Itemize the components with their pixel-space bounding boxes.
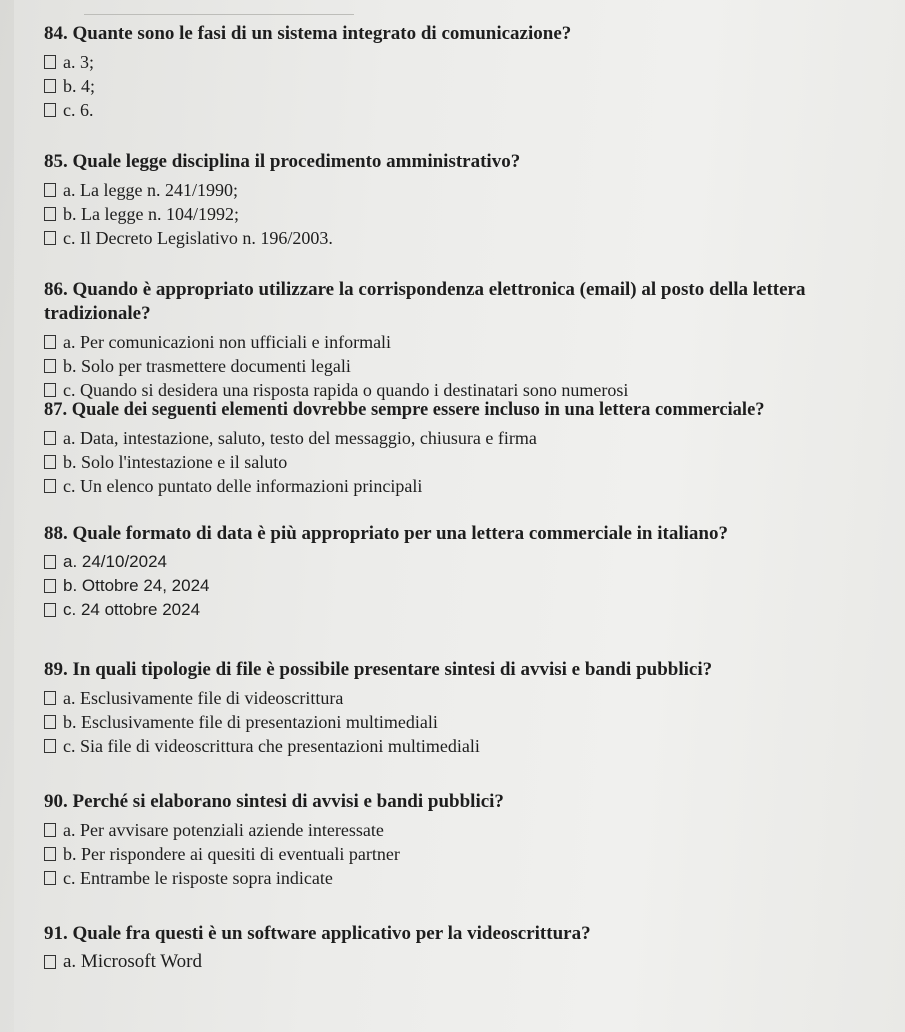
option-b[interactable] bbox=[44, 74, 894, 98]
option-label: c. Un elenco puntato delle informazioni principali bbox=[63, 476, 423, 496]
option-label: a. 24/10/2024 bbox=[63, 552, 167, 571]
question-90 bbox=[44, 790, 894, 890]
option-b[interactable] bbox=[44, 842, 894, 866]
option-a[interactable] bbox=[44, 950, 894, 974]
checkbox[interactable] bbox=[44, 359, 56, 373]
question-title: 87. Quale dei seguenti elementi dovrebbe sempre essere incluso in una lettera commerciale? bbox=[44, 400, 765, 420]
checkbox[interactable] bbox=[44, 207, 56, 221]
option-label: a. Per avvisare potenziali aziende interessate bbox=[63, 820, 384, 840]
option-c[interactable] bbox=[44, 474, 894, 498]
option-label: a. 3; bbox=[63, 52, 94, 72]
option-label: c. Entrambe le risposte sopra indicate bbox=[63, 868, 333, 888]
option-label: c. Sia file di videoscrittura che presentazioni multimediali bbox=[63, 736, 480, 756]
checkbox[interactable] bbox=[44, 871, 56, 885]
option-label: a. Microsoft Word bbox=[63, 951, 203, 972]
question-84 bbox=[44, 22, 894, 122]
option-b[interactable] bbox=[44, 710, 894, 734]
checkbox[interactable] bbox=[44, 691, 56, 705]
option-a[interactable] bbox=[44, 686, 894, 710]
option-b[interactable] bbox=[44, 574, 894, 598]
checkbox[interactable] bbox=[44, 103, 56, 117]
checkbox[interactable] bbox=[44, 479, 56, 493]
checkbox[interactable] bbox=[44, 183, 56, 197]
question-86 bbox=[44, 278, 874, 402]
option-b[interactable] bbox=[44, 202, 894, 226]
option-label: b. La legge n. 104/1992; bbox=[63, 204, 239, 224]
question-title: 86. Quando è appropriato utilizzare la corrispondenza elettronica (email) al posto della lettera tradizionale? bbox=[44, 279, 806, 324]
checkbox[interactable] bbox=[44, 79, 56, 93]
checkbox[interactable] bbox=[44, 383, 56, 397]
option-b[interactable] bbox=[44, 450, 894, 474]
question-title: 88. Quale formato di data è più appropriato per una lettera commerciale in italiano? bbox=[44, 523, 728, 544]
option-a[interactable] bbox=[44, 550, 894, 574]
checkbox[interactable] bbox=[44, 335, 56, 349]
question-89 bbox=[44, 658, 894, 758]
checkbox[interactable] bbox=[44, 231, 56, 245]
checkbox[interactable] bbox=[44, 823, 56, 837]
option-a[interactable] bbox=[44, 426, 894, 450]
option-c[interactable] bbox=[44, 98, 894, 122]
question-87 bbox=[44, 398, 894, 498]
checkbox[interactable] bbox=[44, 603, 56, 617]
option-label: a. Per comunicazioni non ufficiali e informali bbox=[63, 332, 392, 352]
question-title: 90. Perché si elaborano sintesi di avvisi e bandi pubblici? bbox=[44, 791, 504, 812]
question-88 bbox=[44, 522, 894, 622]
checkbox[interactable] bbox=[44, 955, 56, 969]
question-85 bbox=[44, 150, 894, 250]
option-label: b. Per rispondere ai quesiti di eventuali partner bbox=[63, 844, 400, 864]
option-label: a. La legge n. 241/1990; bbox=[63, 180, 238, 200]
checkbox[interactable] bbox=[44, 579, 56, 593]
checkbox[interactable] bbox=[44, 739, 56, 753]
option-label: c. Il Decreto Legislativo n. 196/2003. bbox=[63, 228, 333, 248]
option-label: a. Esclusivamente file di videoscrittura bbox=[63, 688, 344, 708]
option-label: b. 4; bbox=[63, 76, 96, 96]
option-a[interactable] bbox=[44, 178, 894, 202]
option-a[interactable] bbox=[44, 50, 894, 74]
option-label: c. Quando si desidera una risposta rapida o quando i destinatari sono numerosi bbox=[63, 380, 629, 400]
question-title: 85. Quale legge disciplina il procedimento amministrativo? bbox=[44, 151, 521, 172]
checkbox[interactable] bbox=[44, 431, 56, 445]
option-a[interactable] bbox=[44, 818, 894, 842]
option-c[interactable] bbox=[44, 598, 894, 622]
checkbox[interactable] bbox=[44, 847, 56, 861]
checkbox[interactable] bbox=[44, 455, 56, 469]
question-91 bbox=[44, 922, 894, 974]
option-label: a. Data, intestazione, saluto, testo del messaggio, chiusura e firma bbox=[63, 428, 537, 448]
option-label: b. Esclusivamente file di presentazioni multimediali bbox=[63, 712, 438, 732]
checkbox[interactable] bbox=[44, 55, 56, 69]
checkbox[interactable] bbox=[44, 555, 56, 569]
divider bbox=[84, 14, 354, 15]
option-c[interactable] bbox=[44, 866, 894, 890]
option-label: b. Solo per trasmettere documenti legali bbox=[63, 356, 351, 376]
option-c[interactable] bbox=[44, 226, 894, 250]
paper-sheet bbox=[14, 0, 905, 1032]
option-label: c. 24 ottobre 2024 bbox=[63, 600, 201, 619]
option-label: c. 6. bbox=[63, 100, 94, 120]
option-label: b. Ottobre 24, 2024 bbox=[63, 576, 210, 595]
option-b[interactable] bbox=[44, 354, 874, 378]
option-c[interactable] bbox=[44, 734, 894, 758]
question-title: 89. In quali tipologie di file è possibile presentare sintesi di avvisi e bandi pubblici? bbox=[44, 659, 713, 680]
option-label: b. Solo l'intestazione e il saluto bbox=[63, 452, 288, 472]
checkbox[interactable] bbox=[44, 715, 56, 729]
question-title: 84. Quante sono le fasi di un sistema integrato di comunicazione? bbox=[44, 23, 572, 44]
question-title: 91. Quale fra questi è un software applicativo per la videoscrittura? bbox=[44, 923, 591, 944]
option-a[interactable] bbox=[44, 330, 874, 354]
